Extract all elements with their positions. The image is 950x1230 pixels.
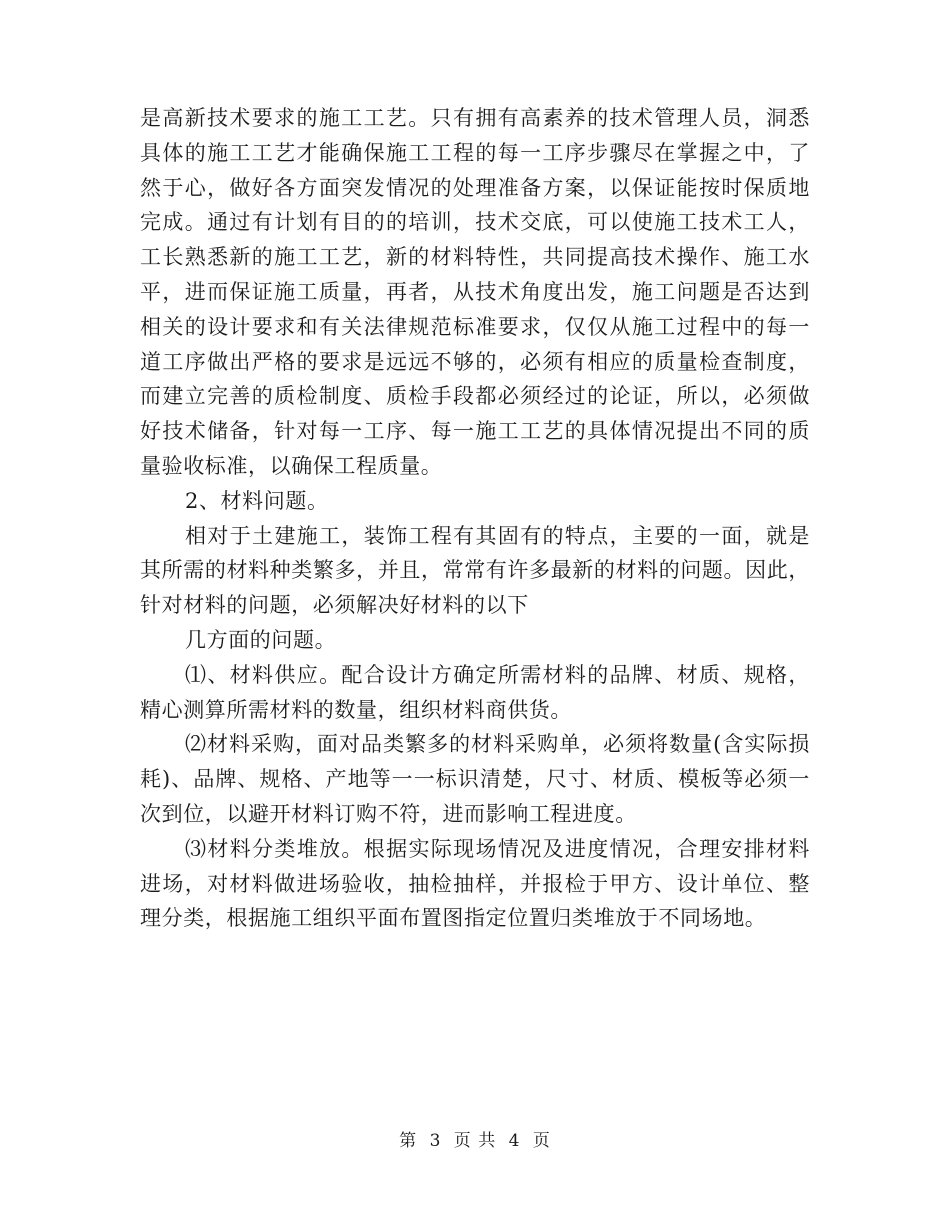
footer-total-pages: 4 bbox=[508, 1131, 521, 1151]
text-line: 其所需的材料种类繁多，并且，常常有许多最新的材料的问题。因此， bbox=[140, 558, 810, 583]
text-line: 针对材料的问题，必须解决好材料的以下 bbox=[140, 593, 529, 618]
text-line: 完成。通过有计划有目的的培训，技术交底，可以使施工技术工人， bbox=[140, 210, 810, 235]
text-line: 相关的设计要求和有关法律规范标准要求，仅仅从施工过程中的每一 bbox=[140, 314, 810, 339]
text-line: 理分类，根据施工组织平面布置图指定位置归类堆放于不同场地。 bbox=[140, 906, 767, 931]
text-line: 次到位，以避开材料订购不符，进而影响工程进度。 bbox=[140, 801, 637, 826]
text-line: 精心测算所需材料的数量，组织材料商供货。 bbox=[140, 697, 572, 722]
text-line: 然于心，做好各方面突发情况的处理准备方案，以保证能按时保质地 bbox=[140, 175, 810, 200]
text-line: 量验收标准，以确保工程质量。 bbox=[140, 453, 443, 478]
text-line: 道工序做出严格的要求是远远不够的，必须有相应的质量检查制度， bbox=[140, 349, 810, 374]
footer-prefix: 第 bbox=[399, 1131, 418, 1151]
page-footer bbox=[0, 1126, 950, 1151]
text-line: 耗)、品牌、规格、产地等一一标识清楚，尺寸、材质、模板等必须一 bbox=[140, 767, 810, 792]
text-line: 而建立完善的质检制度、质检手段都必须经过的论证，所以，必须做 bbox=[140, 384, 810, 409]
text-line: 相对于土建施工，装饰工程有其固有的特点，主要的一面，就是 bbox=[185, 523, 810, 548]
text-line: 好技术储备，针对每一工序、每一施工工艺的具体情况提出不同的质 bbox=[140, 419, 810, 444]
text-line: 2、材料问题。 bbox=[185, 488, 329, 513]
text-line: 平，进而保证施工质量，再者，从技术角度出发，施工问题是否达到 bbox=[140, 279, 810, 304]
footer-middle: 页 共 bbox=[453, 1131, 497, 1151]
document-body bbox=[140, 101, 810, 936]
text-line: ⑶材料分类堆放。根据实际现场情况及进度情况，合理安排材料 bbox=[185, 836, 810, 861]
text-line: ⑵材料采购，面对品类繁多的材料采购单，必须将数量(含实际损 bbox=[185, 732, 810, 757]
footer-suffix: 页 bbox=[532, 1131, 551, 1151]
text-line: 工长熟悉新的施工工艺，新的材料特性，共同提高技术操作、施工水 bbox=[140, 245, 810, 270]
text-line: 进场，对材料做进场验收，抽检抽样，并报检于甲方、设计单位、整 bbox=[140, 871, 810, 896]
footer-current-page: 3 bbox=[429, 1131, 442, 1151]
text-line: 是高新技术要求的施工工艺。只有拥有高素养的技术管理人员，洞悉 bbox=[140, 106, 810, 130]
text-line: ⑴、材料供应。配合设计方确定所需材料的品牌、材质、规格， bbox=[185, 662, 810, 687]
text-line: 几方面的问题。 bbox=[185, 627, 337, 652]
text-line: 具体的施工工艺才能确保施工工程的每一工序步骤尽在掌握之中，了 bbox=[140, 140, 810, 165]
